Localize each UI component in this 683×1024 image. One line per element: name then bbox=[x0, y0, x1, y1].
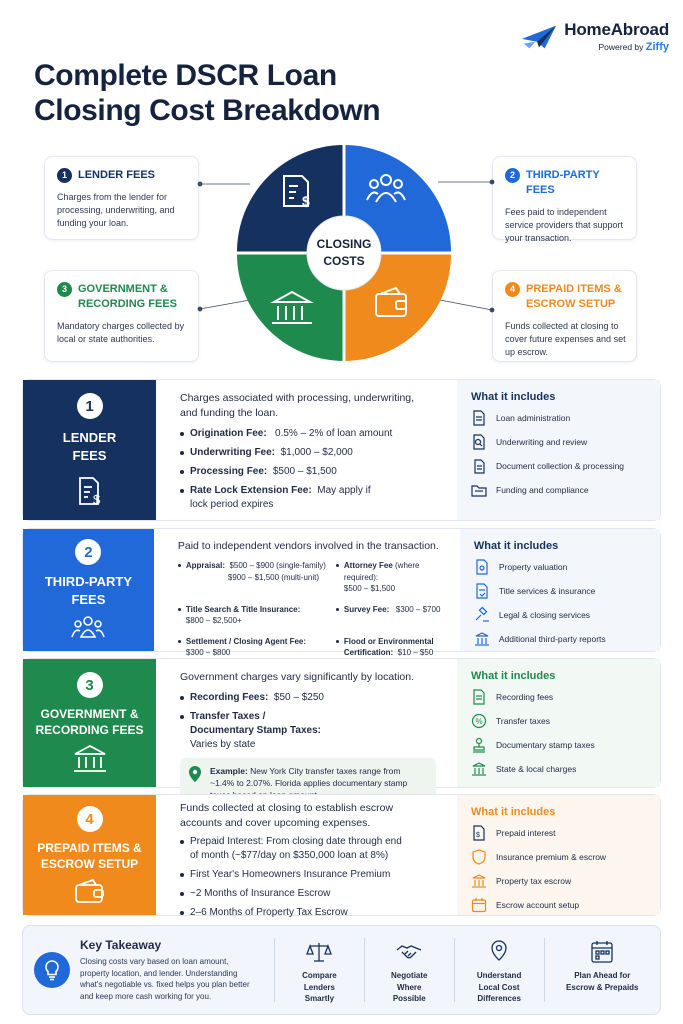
section-prepaid-items bbox=[22, 794, 661, 916]
list-item: Insurance premium & escrow bbox=[471, 849, 650, 865]
key-takeaway bbox=[22, 925, 661, 1015]
overview-card-prepaid: 4 PREPAID ITEMS & ESCROW SETUP Funds collected at closing to cover future expenses and set up escrow. bbox=[492, 270, 637, 362]
magnifier-document-icon bbox=[471, 434, 487, 450]
takeaway-step-compare: Compare Lenders Smartly bbox=[274, 938, 364, 1002]
brand-powered-by: Powered by Ziffy bbox=[598, 41, 669, 53]
section-government-fees bbox=[22, 658, 661, 788]
section-lender-header: 1 LENDER FEES $ bbox=[23, 380, 156, 520]
list-item: Prepaid Interest: From closing date through end of month (~$77/day on $350,000 loan at 8%) bbox=[180, 835, 410, 863]
stamp-icon bbox=[471, 737, 487, 753]
shield-icon bbox=[471, 849, 487, 865]
list-item: Additional third-party reports bbox=[474, 631, 650, 647]
people-group-icon bbox=[71, 615, 105, 641]
list-item: Property tax escrow bbox=[471, 873, 650, 889]
page-title: Complete DSCR Loan Closing Cost Breakdown bbox=[34, 59, 381, 127]
lender-intro: Charges associated with processing, underwriting, and funding the loan. bbox=[180, 392, 415, 419]
prepaid-intro: Funds collected at closing to establish escrow accounts and cover upcoming expenses. bbox=[180, 802, 394, 829]
building-icon bbox=[471, 873, 487, 889]
wheel-center-label-1: CLOSING bbox=[316, 237, 372, 251]
what-it-includes-label: What it includes bbox=[471, 806, 556, 818]
list-item: % Transfer taxes bbox=[471, 713, 650, 729]
government-intro: Government charges vary significantly by location. bbox=[180, 671, 415, 683]
what-it-includes-label: What it includes bbox=[473, 540, 559, 552]
closing-costs-wheel bbox=[236, 144, 452, 362]
document-icon bbox=[471, 410, 487, 426]
government-building-icon bbox=[73, 744, 107, 774]
list-item: Loan administration bbox=[471, 410, 650, 426]
location-pin-icon bbox=[188, 765, 202, 783]
balance-scale-icon bbox=[306, 940, 332, 964]
list-item: Appraisal: $500 – $900 (single-family) $900 – $1,500 (multi-unit) bbox=[178, 560, 328, 595]
what-it-includes-label: What it includes bbox=[471, 670, 556, 682]
list-item: Funding and compliance bbox=[471, 482, 650, 498]
list-item: Flood or Environmental Certification: $10 – $50 bbox=[336, 636, 446, 659]
list-item: Escrow account setup bbox=[471, 897, 650, 913]
list-item: Rate Lock Extension Fee: May apply if lock period expires bbox=[180, 484, 380, 512]
list-item: Recording Fees: $50 – $250 bbox=[180, 691, 443, 705]
section-government-header: 3 GOVERNMENT & RECORDING FEES bbox=[23, 659, 156, 787]
section-third-party-fees bbox=[22, 528, 661, 657]
calendar-icon bbox=[589, 940, 615, 964]
list-item: Legal & closing services bbox=[474, 607, 650, 623]
brand-logo[interactable] bbox=[520, 20, 669, 53]
paper-plane-icon bbox=[520, 22, 558, 52]
section-prepaid-header: 4 PREPAID ITEMS & ESCROW SETUP bbox=[23, 795, 156, 915]
takeaway-step-plan: Plan Ahead for Escrow & Prepaids bbox=[544, 938, 660, 1002]
takeaway-step-negotiate: Negotiate Where Possible bbox=[364, 938, 454, 1002]
svg-text:$: $ bbox=[302, 193, 310, 209]
invoice-dollar-icon bbox=[74, 475, 106, 507]
calendar-icon bbox=[471, 897, 487, 913]
document-icon bbox=[471, 689, 487, 705]
list-item: Documentary stamp taxes bbox=[471, 737, 650, 753]
list-item: State & local charges bbox=[471, 761, 650, 777]
list-item: First Year's Homeowners Insurance Premium bbox=[180, 868, 443, 882]
wallet-icon bbox=[74, 878, 106, 904]
svg-text:$: $ bbox=[476, 832, 480, 839]
list-item: Title services & insurance bbox=[474, 583, 650, 599]
takeaway-step-understand: Understand Local Cost Differences bbox=[454, 938, 544, 1002]
gavel-icon bbox=[474, 607, 490, 623]
title-document-icon bbox=[474, 583, 490, 599]
stacked-documents-icon bbox=[471, 458, 487, 474]
overview-card-lender: 1 LENDER FEES Charges from the lender for processing, underwriting, and funding your loan. bbox=[44, 156, 199, 240]
document-search-icon bbox=[474, 559, 490, 575]
svg-text:$: $ bbox=[92, 492, 100, 507]
location-pin-icon bbox=[486, 940, 512, 964]
building-icon bbox=[471, 761, 487, 777]
list-item: $ Prepaid interest bbox=[471, 825, 650, 841]
handshake-icon bbox=[396, 940, 422, 964]
section-third-party-header: 2 THIRD-PARTY FEES bbox=[23, 529, 154, 651]
third-party-intro: Paid to independent vendors involved in the transaction. bbox=[177, 540, 439, 552]
list-item: Property valuation bbox=[474, 559, 650, 575]
list-item: Processing Fee: $500 – $1,500 bbox=[180, 465, 443, 479]
list-item: Title Search & Title Insurance: $800 – $2,500+ bbox=[178, 604, 328, 627]
list-item: Settlement / Closing Agent Fee: $300 – $800 bbox=[178, 636, 328, 659]
brand-name: HomeAbroad bbox=[564, 20, 669, 39]
percent-badge-icon bbox=[471, 713, 487, 729]
takeaway-title: Key Takeaway bbox=[80, 938, 162, 952]
list-item: Recording fees bbox=[471, 689, 650, 705]
list-item: Underwriting Fee: $1,000 – $2,000 bbox=[180, 446, 443, 460]
list-item: Document collection & processing bbox=[471, 458, 650, 474]
list-item: Survey Fee: $300 – $700 bbox=[336, 604, 446, 627]
folder-icon bbox=[471, 482, 487, 498]
overview-card-third-party: 2 THIRD-PARTY FEES Fees paid to independent service providers that support your transaction. bbox=[492, 156, 637, 240]
what-it-includes-label: What it includes bbox=[471, 391, 556, 403]
list-item: Transfer Taxes / Documentary Stamp Taxes: Varies by state bbox=[180, 710, 330, 752]
overview-card-government: 3 GOVERNMENT & RECORDING FEES Mandatory charges collected by local or state authorities. bbox=[44, 270, 199, 362]
lightbulb-icon bbox=[34, 952, 70, 988]
building-icon bbox=[474, 631, 490, 647]
svg-text:%: % bbox=[475, 717, 483, 726]
list-item: Underwriting and review bbox=[471, 434, 650, 450]
list-item: 2–6 Months of Property Tax Escrow bbox=[180, 906, 443, 920]
list-item: Attorney Fee (where required): $500 – $1,500 bbox=[336, 560, 446, 595]
takeaway-text: Closing costs vary based on loan amount, property location, and lender. Understanding what's negotiable vs. fixed helps you plan better and keep more cash working for you. bbox=[80, 957, 250, 1001]
list-item: Origination Fee: 0.5% – 2% of loan amount bbox=[180, 427, 443, 441]
example-callout: Example: New York City transfer taxes range from ~1.4% to 2.07%. Florida applies documentary stamp bbox=[180, 758, 436, 807]
list-item: ~2 Months of Insurance Escrow bbox=[180, 887, 443, 901]
section-lender-fees bbox=[22, 379, 661, 521]
wheel-center-label-2: COSTS bbox=[323, 254, 365, 268]
receipt-icon bbox=[471, 825, 487, 841]
